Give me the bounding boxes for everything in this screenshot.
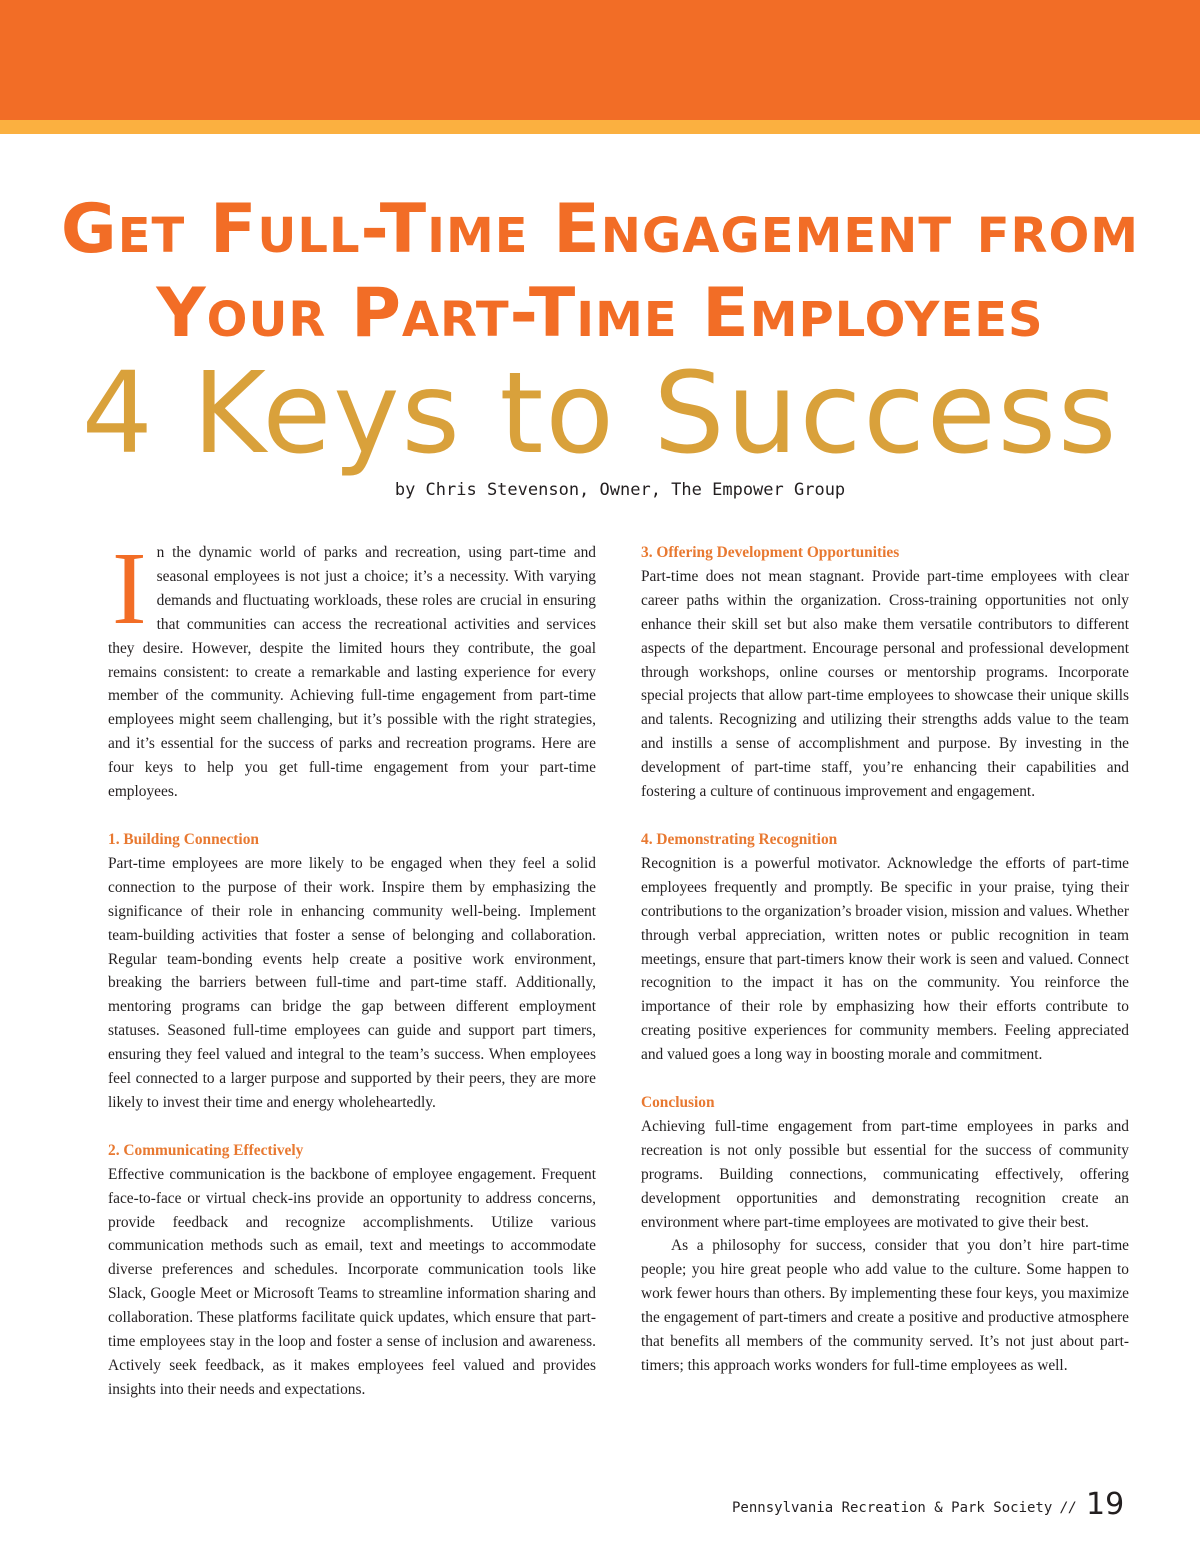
article-subtitle: 4 Keys to Success	[81, 349, 1119, 479]
drop-cap: I	[112, 531, 147, 646]
left-column	[108, 531, 596, 1402]
header-yellow-stripe	[0, 120, 1200, 134]
intro-paragraph	[108, 531, 596, 804]
conclusion-paragraph-1: Achieving full-time engagement from part-time employees in parks and recreation is not only possible but essential for the success of community programs. Building connections, communicating effectively, offering development opportunities and demonstrating recognition create an environment where part-time employees are motivated to give their best.	[641, 1117, 1129, 1231]
section-text-recognition: Recognition is a powerful motivator. Acknowledge the efforts of part-time employees frequently and promptly. Be specific in your praise, tying their contributions to the organization’s broader vision, mission and values. Whether through verbal appreciation, written notes or public recognition in team meetings, ensure that part-timers know their work is seen and valued. Connect recognition to the impact it has on the community. You reinforce the importance of their role by emphasizing how their efforts contribute to creating positive experiences for community members. Feeling appreciated and valued goes a long way in boosting morale and commitment.	[641, 854, 1129, 1064]
section-heading-recognition: 4. Demonstrating Recognition	[641, 830, 838, 848]
publication-name: Pennsylvania Recreation & Park Society	[732, 1500, 1053, 1516]
section-heading-development: 3. Offering Development Opportunities	[641, 544, 900, 561]
footer-separator: //	[1060, 1500, 1077, 1516]
article-title	[0, 188, 1200, 356]
section-text-building-connection: Part-time employees are more likely to be engaged when they feel a solid connection to the purpose of their work. Inspire them by emphasizing the significance of their role in enhancing community well-being. Implement team-building activities that foster a sense of belonging and collaboration. Regular team-bonding events help create a positive work environment, breaking the barriers between full-time and part-time staff. Additionally, mentoring programs can bridge the gap between different employment statuses. Seasoned full-time employees can guide and support part timers, ensuring they feel valued and integral to the team’s success. When employees feel connected to a larger purpose and supported by their peers, they are more likely to invest their time and energy wholeheartedly.	[108, 854, 596, 1111]
title-line-2: Your Part-Time Employees	[156, 274, 1044, 353]
byline: by Chris Stevenson, Owner, The Empower Group	[394, 480, 846, 500]
section-text-development: Part-time does not mean stagnant. Provide part-time employees with clear career paths within the organization. Cross-training opportunities not only enhance their skill set but also make them versatile contributors to different aspects of the department. Encourage personal and professional development through workshops, online courses or mentorship programs. Incorporate special projects that allow part-time employees to showcase their unique skills and talents. Recognizing and utilizing their strengths adds value to the team and instills a sense of accomplishment and purpose. By investing in the development of part-time staff, you’re enhancing their capabilities and fostering a culture of continuous improvement and engagement.	[641, 567, 1129, 801]
section-heading-communicating: 2. Communicating Effectively	[108, 1141, 304, 1159]
right-column	[641, 541, 1129, 1378]
intro-text: n the dynamic world of parks and recreation, using part-time and seasonal employees is not just a choice; it’s a necessity. With varying demands and fluctuating workloads, these roles are crucial in ensuring that communities can access the recreational activities and services they desire. However, despite the limited hours they contribute, the goal remains consistent: to create a remarkable and lasting experience for every member of the community. Achieving full-time engagement from part-time employees might seem challenging, but it’s possible with the right strategies, and it’s essential for the success of parks and recreation programs. Here are four keys to help you get full-time engagement from your part-time employees.	[108, 544, 596, 801]
section-heading-building-connection: 1. Building Connection	[108, 830, 259, 848]
section-text-communicating: Effective communication is the backbone of employee engagement. Frequent face-to-face or virtual check-ins provide an opportunity to address concerns, provide feedback and recognize accomplishments. Utilize various communication methods such as email, text and meetings to accommodate diverse preferences and schedules. Incorporate communication tools like Slack, Google Meet or Microsoft Teams to streamline information sharing and collaboration. These platforms facilitate quick updates, which ensure that part-time employees stay in the loop and foster a sense of inclusion and awareness. Actively seek feedback, as it makes employees feel valued and provides insights into their needs and expectations.	[108, 1165, 596, 1398]
conclusion-paragraph-2: As a philosophy for success, consider that you don’t hire part-time people; you hire great people who add value to the culture. Some happen to work fewer hours than others. By implementing these four keys, you maximize the engagement of part-timers and create a positive and productive atmosphere that benefits all members of the community served. It’s not just about part-timers; this approach works wonders for full-time employees as well.	[641, 1237, 1129, 1374]
page-number: 19	[1086, 1487, 1125, 1522]
header-orange-band	[0, 0, 1200, 120]
page-footer	[732, 1488, 1132, 1522]
section-heading-conclusion: Conclusion	[641, 1094, 715, 1112]
title-line-1: Get Full-Time Engagement from	[60, 190, 1140, 269]
